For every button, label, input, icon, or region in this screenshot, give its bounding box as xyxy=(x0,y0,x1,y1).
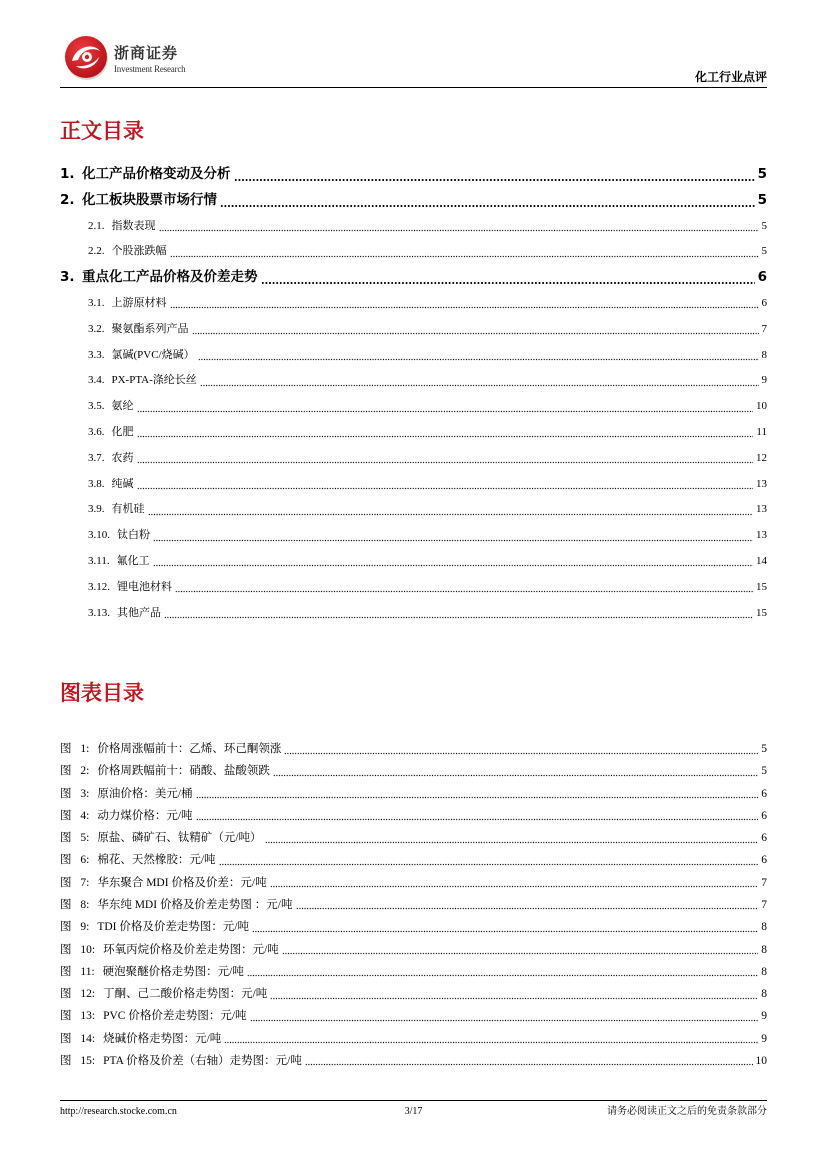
toc-entry-page: 6 xyxy=(757,269,767,286)
toc-entry-label: 其他产品 xyxy=(117,606,161,619)
figure-entry-label: 丁酮、己二酸价格走势图：元/吨 xyxy=(103,988,268,1001)
dot-leader xyxy=(219,849,759,871)
figure-entry-label: 华东聚合 MDI 价格及价差：元/吨 xyxy=(97,876,267,889)
toc-entry-label: 指数表现 xyxy=(111,219,156,232)
dot-leader xyxy=(252,916,758,938)
toc-entry-number: 1. xyxy=(60,166,75,182)
toc-entry-page: 13 xyxy=(756,503,767,516)
figure-entry[interactable] xyxy=(60,894,767,916)
figure-entry-number: 图 1: xyxy=(60,743,90,755)
figure-entry-label: 价格周跌幅前十：硝酸、盐酸领跌 xyxy=(97,765,270,778)
figure-entry-page: 6 xyxy=(761,832,767,845)
figure-entry-number: 图 4: xyxy=(60,809,90,822)
toc-entry-number: 3. xyxy=(60,269,75,286)
figure-entry[interactable] xyxy=(60,872,767,894)
figure-entry-number: 图 15: xyxy=(60,1054,96,1067)
company-logo-icon xyxy=(64,35,110,81)
figure-entry[interactable] xyxy=(60,916,767,938)
figure-entry-page: 7 xyxy=(761,898,767,911)
dot-leader xyxy=(224,1028,758,1050)
toc-entry-page: 5 xyxy=(761,219,767,232)
toc-entry[interactable] xyxy=(60,601,767,627)
toc-entry-label: 化工板块股票市场行情 xyxy=(82,191,217,208)
toc-entry-number: 3.3. xyxy=(88,348,105,361)
toc-entry[interactable] xyxy=(60,420,767,446)
figure-entry-page: 8 xyxy=(761,988,767,1001)
dot-leader xyxy=(170,239,759,265)
toc-list xyxy=(60,162,767,626)
toc-entry[interactable] xyxy=(60,343,767,369)
toc-entry-page: 10 xyxy=(756,400,767,413)
dot-leader xyxy=(282,939,758,961)
figure-entry-number: 图 3: xyxy=(60,787,90,800)
toc-entry-number: 2.1. xyxy=(88,219,105,232)
toc-entry-number: 2. xyxy=(60,191,75,208)
dot-leader xyxy=(200,368,759,394)
toc-entry-label: PX-PTA-涤纶长丝 xyxy=(111,374,197,387)
toc-entry-label: 化工产品价格变动及分析 xyxy=(82,166,231,182)
figure-entry[interactable] xyxy=(60,827,767,849)
toc-entry[interactable] xyxy=(60,291,767,317)
toc-entry[interactable] xyxy=(60,575,767,601)
toc-entry-number: 3.9. xyxy=(88,503,105,516)
dot-leader xyxy=(220,188,755,214)
toc-entry-page: 13 xyxy=(756,529,767,542)
figure-entry-label: 棉花、天然橡胶：元/吨 xyxy=(97,854,216,867)
toc-entry-number: 3.10. xyxy=(88,529,110,542)
figure-entry-number: 图 8: xyxy=(60,898,90,911)
figure-entry-number: 图 14: xyxy=(60,1032,96,1045)
toc-entry-label: 个股涨跌幅 xyxy=(111,245,167,258)
toc-entry-number: 3.8. xyxy=(88,477,105,490)
dot-leader xyxy=(284,738,758,760)
dot-leader xyxy=(270,983,758,1005)
figure-entry[interactable] xyxy=(60,738,767,760)
toc-entry-page: 8 xyxy=(761,348,767,361)
figure-entry-label: 硬泡聚醚价格走势图：元/吨 xyxy=(102,965,244,978)
toc-entry-page: 13 xyxy=(756,477,767,490)
toc-entry-number: 3.5. xyxy=(88,400,105,413)
header-divider xyxy=(60,87,767,88)
figure-entry-number: 图 11: xyxy=(60,965,95,978)
figure-entry-page: 7 xyxy=(761,876,767,889)
toc-entry-number: 3.4. xyxy=(88,374,105,387)
toc-entry-page: 5 xyxy=(761,245,767,258)
dot-leader xyxy=(261,265,755,291)
dot-leader xyxy=(192,317,759,343)
toc-entry-number: 3.13. xyxy=(88,606,110,619)
figure-entry[interactable] xyxy=(60,760,767,782)
toc-entry-number: 3.12. xyxy=(88,580,110,593)
toc-entry-number: 3.6. xyxy=(88,425,105,438)
dot-leader xyxy=(137,394,754,420)
figure-entry-page: 10 xyxy=(755,1054,767,1067)
figure-list xyxy=(60,738,767,1072)
toc-entry-number: 3.7. xyxy=(88,451,105,464)
dot-leader xyxy=(270,872,759,894)
toc-entry-label: 上游原材料 xyxy=(111,296,167,309)
figure-entry[interactable] xyxy=(60,961,767,983)
toc-entry[interactable] xyxy=(60,497,767,523)
figure-entry-page: 9 xyxy=(761,1032,767,1045)
toc-entry-label: 重点化工产品价格及价差走势 xyxy=(82,269,258,286)
figure-entry-label: 环氧丙烷价格及价差走势图：元/吨 xyxy=(103,943,279,956)
dot-leader xyxy=(164,601,753,627)
dot-leader xyxy=(137,420,754,446)
toc-entry-label: 聚氨酯系列产品 xyxy=(111,322,189,335)
logo-chinese-name: 浙商证券 xyxy=(114,44,179,62)
figure-entry[interactable] xyxy=(60,783,767,805)
dot-leader xyxy=(305,1050,753,1072)
toc-entry-page: 12 xyxy=(756,451,767,464)
footer-disclaimer: 请务必阅读正文之后的免责条款部分 xyxy=(607,1106,767,1117)
toc-entry-label: 纯碱 xyxy=(111,477,134,490)
toc-entry-label: 农药 xyxy=(111,451,134,464)
toc-entry[interactable] xyxy=(60,265,767,291)
dot-leader xyxy=(153,549,753,575)
report-category: 化工行业点评 xyxy=(694,70,767,84)
figure-entry-page: 5 xyxy=(761,765,767,778)
figure-entry-page: 6 xyxy=(761,809,767,822)
figure-entry[interactable] xyxy=(60,983,767,1005)
dot-leader xyxy=(265,827,759,849)
figure-entry-label: 原油价格：美元/桶 xyxy=(97,787,193,800)
toc-entry-label: 氨纶 xyxy=(111,400,134,413)
figure-entry-page: 9 xyxy=(761,1010,767,1023)
dot-leader xyxy=(159,214,759,240)
toc-entry[interactable] xyxy=(60,394,767,420)
figure-entry-number: 图 9: xyxy=(60,921,90,934)
figure-entry[interactable] xyxy=(60,849,767,871)
toc-entry[interactable] xyxy=(60,368,767,394)
figure-entry-label: PVC 价格价差走势图：元/吨 xyxy=(103,1010,247,1023)
figure-entry[interactable] xyxy=(60,939,767,961)
toc-entry-label: 锂电池材料 xyxy=(117,580,172,593)
figure-entry-label: 原盐、磷矿石、钛精矿（元/吨） xyxy=(97,832,262,845)
toc-entry[interactable] xyxy=(60,188,767,214)
dot-leader xyxy=(234,162,755,188)
toc-entry-page: 7 xyxy=(761,322,767,335)
figure-entry-number: 图 7: xyxy=(60,876,90,889)
dot-leader xyxy=(198,343,759,369)
toc-entry-number: 2.2. xyxy=(88,245,105,258)
toc-entry-page: 9 xyxy=(761,374,767,387)
toc-title: 正文目录 xyxy=(60,119,144,143)
toc-entry-label: 氯碱(PVC/烧碱） xyxy=(111,348,195,361)
footer-divider xyxy=(60,1100,767,1101)
toc-entry[interactable] xyxy=(60,472,767,498)
figure-entry[interactable] xyxy=(60,1028,767,1050)
figure-entry-page: 8 xyxy=(761,943,767,956)
dot-leader xyxy=(153,523,753,549)
toc-entry-label: 有机硅 xyxy=(111,503,145,516)
figure-entry-label: TDI 价格及价差走势图：元/吨 xyxy=(97,921,250,934)
toc-entry-label: 氟化工 xyxy=(116,554,150,567)
dot-leader xyxy=(196,783,759,805)
figure-entry-label: 价格周涨幅前十：乙烯、环己酮领涨 xyxy=(97,743,282,755)
toc-entry[interactable] xyxy=(60,317,767,343)
figure-entry-page: 6 xyxy=(761,854,767,867)
toc-entry[interactable] xyxy=(60,549,767,575)
figure-entry-page: 6 xyxy=(761,787,767,800)
figure-entry-label: PTA 价格及价差（右轴）走势图：元/吨 xyxy=(103,1054,302,1067)
dot-leader xyxy=(247,961,758,983)
page-number: 3/17 xyxy=(404,1106,423,1117)
toc-entry-page: 15 xyxy=(756,606,767,619)
figure-entry-number: 图 2: xyxy=(60,765,90,778)
dot-leader xyxy=(170,291,759,317)
toc-entry-number: 3.1. xyxy=(88,296,105,309)
figure-entry-page: 8 xyxy=(761,965,767,978)
figure-entry-number: 图 6: xyxy=(60,854,90,867)
figure-entry-label: 华东纯 MDI 价格及价差走势图 ：元/吨 xyxy=(97,898,293,911)
figure-entry-number: 图 12: xyxy=(60,988,96,1001)
toc-entry-page: 11 xyxy=(756,425,767,438)
dot-leader xyxy=(273,760,758,782)
figure-entry[interactable] xyxy=(60,1050,767,1072)
footer-website-link[interactable]: http://research.stocke.com.cn xyxy=(60,1106,177,1117)
toc-entry-page: 5 xyxy=(757,166,767,182)
figure-entry-label: 烧碱价格走势图：元/吨 xyxy=(103,1032,222,1045)
figure-entry-number: 图 10: xyxy=(60,943,96,956)
toc-entry-page: 6 xyxy=(761,296,767,309)
toc-entry-label: 化肥 xyxy=(111,425,134,438)
figure-entry-page: 5 xyxy=(761,743,767,755)
figure-entry[interactable] xyxy=(60,1005,767,1027)
figure-entry-page: 8 xyxy=(761,921,767,934)
toc-entry-number: 3.11. xyxy=(88,554,110,567)
toc-entry-label: 钛白粉 xyxy=(117,529,150,542)
figure-list-title: 图表目录 xyxy=(60,681,144,705)
figure-entry-label: 动力煤价格：元/吨 xyxy=(97,809,193,822)
logo-english-name: Investment Research xyxy=(114,64,186,74)
figure-entry-number: 图 13: xyxy=(60,1010,96,1023)
toc-entry-page: 14 xyxy=(756,554,767,567)
figure-entry-number: 图 5: xyxy=(60,832,90,845)
dot-leader xyxy=(148,497,754,523)
toc-entry-page: 15 xyxy=(756,580,767,593)
dot-leader xyxy=(250,1005,759,1027)
dot-leader xyxy=(296,894,759,916)
dot-leader xyxy=(175,575,753,601)
dot-leader xyxy=(196,805,759,827)
toc-entry[interactable] xyxy=(60,239,767,265)
figure-entry[interactable] xyxy=(60,805,767,827)
toc-entry[interactable] xyxy=(60,523,767,549)
toc-entry[interactable] xyxy=(60,162,767,188)
toc-entry[interactable] xyxy=(60,214,767,240)
dot-leader xyxy=(137,446,754,472)
toc-entry-number: 3.2. xyxy=(88,322,105,335)
dot-leader xyxy=(137,472,754,498)
toc-entry-page: 5 xyxy=(757,191,767,208)
toc-entry[interactable] xyxy=(60,446,767,472)
